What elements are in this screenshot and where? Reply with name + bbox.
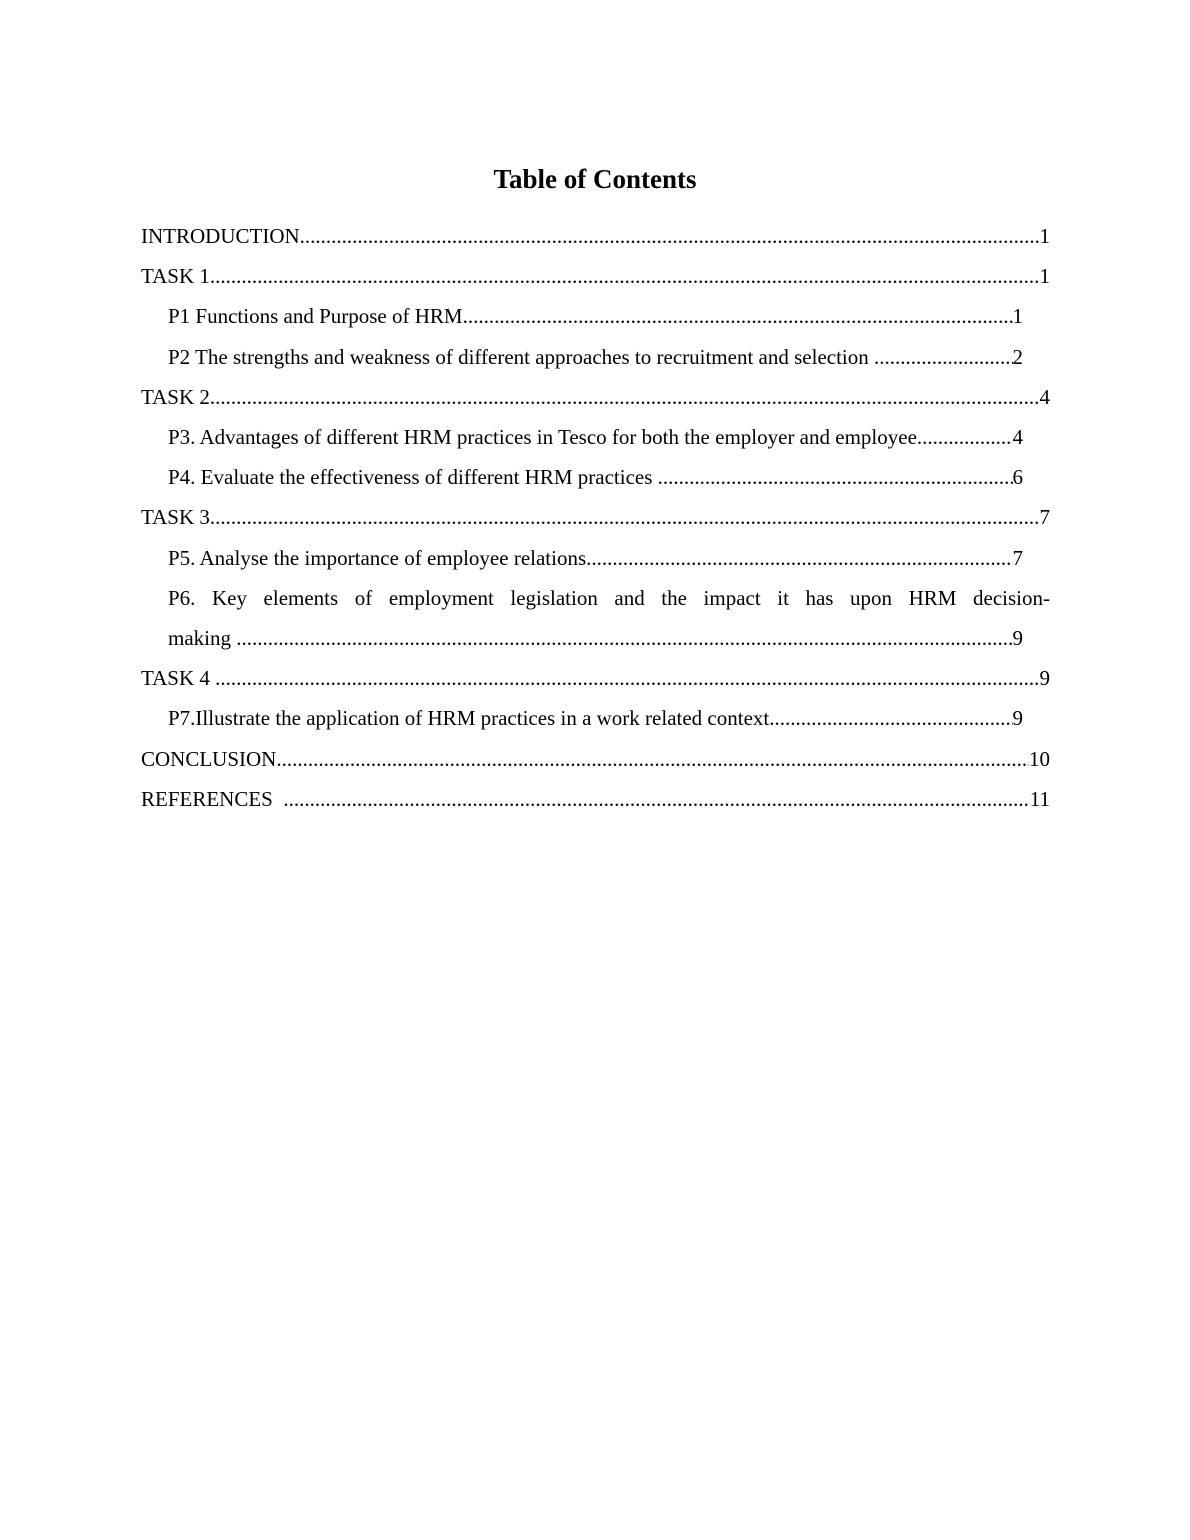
- toc-entry-label: INTRODUCTION: [141, 224, 300, 248]
- toc-entry-page: 1: [1039, 264, 1050, 289]
- dot-leader: [210, 377, 1040, 417]
- toc-entry-label: TASK 4: [141, 666, 216, 691]
- dot-leader: [769, 698, 1012, 738]
- toc-entry-page: 7: [1039, 505, 1050, 530]
- toc-entry-p5[interactable]: [168, 538, 1023, 578]
- toc-entry-label: TASK 1: [141, 264, 210, 289]
- toc-entry-line2: [168, 618, 1023, 658]
- toc-entry-label: P3. Advantages of different HRM practices in Tesco for both the employer and employee.: [168, 425, 923, 450]
- toc-entry-label: CONCLUSION: [141, 746, 277, 771]
- toc-entry-task-3[interactable]: [141, 497, 1050, 537]
- toc-entry-p3[interactable]: [168, 417, 1023, 457]
- toc-entry-label: TASK 2: [141, 384, 210, 409]
- toc-entry-page: 4: [1039, 384, 1050, 409]
- toc-entry-label: P2 The strengths and weakness of different approaches to recruitment and selection: [168, 344, 875, 369]
- dot-leader: [210, 256, 1040, 296]
- toc-entry-label: P5. Analyse the importance of employee relations: [168, 545, 587, 570]
- toc-entry-label: REFERENCES: [141, 786, 284, 811]
- toc-entry-label: P7.Illustrate the application of HRM practices in a work related context: [168, 706, 770, 731]
- toc-entry-label-line1: P6. Key elements of employment legislation and the impact it has upon HRM decision-: [168, 585, 1050, 610]
- toc-entry-label: P1 Functions and Purpose of HRM: [168, 304, 463, 329]
- toc-entry-task-1[interactable]: [141, 256, 1050, 296]
- toc-entry-page: 7: [1012, 545, 1023, 570]
- dot-leader: [276, 739, 1029, 779]
- toc-entry-page: 4: [1012, 425, 1023, 450]
- dot-leader: [874, 337, 1012, 377]
- dot-leader: [210, 497, 1040, 537]
- toc-entry-page: 2: [1012, 344, 1023, 369]
- toc-entry-page: 11: [1029, 786, 1050, 811]
- dot-leader: [922, 417, 1012, 457]
- dot-leader: [586, 538, 1012, 578]
- toc-entry-introduction[interactable]: [141, 216, 1050, 256]
- toc-entry-task-4[interactable]: [141, 658, 1050, 698]
- table-of-contents: [141, 216, 1050, 819]
- toc-entry-p7[interactable]: [168, 698, 1023, 738]
- toc-entry-label-line2: making: [168, 626, 237, 651]
- dot-leader: [300, 216, 1040, 256]
- toc-entry-page: 9: [1012, 626, 1023, 651]
- toc-entry-p2[interactable]: [168, 337, 1023, 377]
- toc-entry-p4[interactable]: [168, 457, 1023, 497]
- dot-leader: [658, 457, 1013, 497]
- toc-entry-label: TASK 3: [141, 505, 210, 530]
- toc-entry-page: 9: [1039, 666, 1050, 691]
- toc-entry-page: 9: [1012, 706, 1023, 731]
- toc-entry-p6[interactable]: [168, 578, 1050, 658]
- toc-entry-label: P4. Evaluate the effectiveness of different HRM practices: [168, 465, 658, 490]
- toc-entry-conclusion[interactable]: [141, 739, 1050, 779]
- toc-entry-page: 6: [1012, 465, 1023, 490]
- toc-entry-page: 10: [1029, 746, 1050, 771]
- dot-leader: [236, 618, 1012, 658]
- dot-leader: [283, 779, 1029, 819]
- toc-entry-page: 1: [1012, 304, 1023, 329]
- toc-entry-p1[interactable]: [168, 296, 1023, 336]
- toc-entry-references[interactable]: [141, 779, 1050, 819]
- toc-entry-task-2[interactable]: [141, 377, 1050, 417]
- dot-leader: [463, 296, 1013, 336]
- toc-title: Table of Contents: [493, 164, 697, 194]
- toc-entry-page: 1: [1039, 224, 1050, 248]
- dot-leader: [215, 658, 1039, 698]
